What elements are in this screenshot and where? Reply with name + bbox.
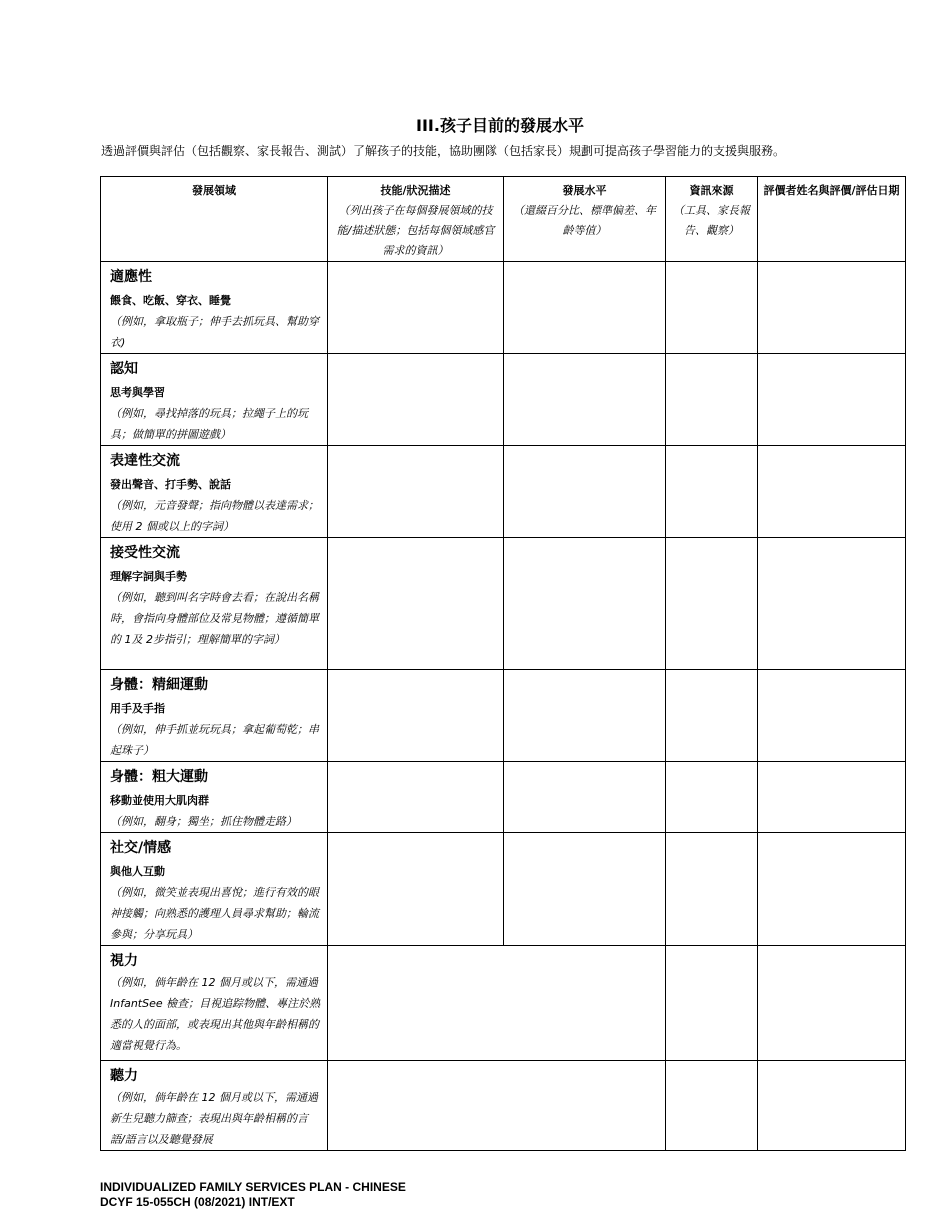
evaluator-input-cell[interactable] (758, 1061, 906, 1151)
footer-form-title: INDIVIDUALIZED FAMILY SERVICES PLAN - CHINESE (100, 1180, 406, 1194)
table-row (101, 762, 906, 833)
header-source: 資訊來源 （工具、家長報告、觀察） (666, 177, 758, 262)
skills-input-cell[interactable] (328, 538, 504, 670)
header-domain: 發展領域 (101, 177, 328, 262)
header-skills: 技能/狀況描述 （列出孩子在每個發展領域的技能/描述狀態；包括每個領域感官需求的資訊） (328, 177, 504, 262)
skills-level-input-cell[interactable] (328, 1061, 666, 1151)
domain-cell-cognitive: 認知 思考與學習 （例如，尋找掉落的玩具；拉繩子上的玩具；做簡單的拼圖遊戲） (101, 354, 328, 446)
level-input-cell[interactable] (504, 262, 666, 354)
level-input-cell[interactable] (504, 446, 666, 538)
table-row (101, 262, 906, 354)
source-input-cell[interactable] (666, 446, 758, 538)
evaluator-input-cell[interactable] (758, 946, 906, 1061)
source-input-cell[interactable] (666, 670, 758, 762)
skills-level-input-cell[interactable] (328, 946, 666, 1061)
table-row (101, 833, 906, 946)
header-evaluator: 評價者姓名與評價/評估日期 (758, 177, 906, 262)
evaluator-input-cell[interactable] (758, 354, 906, 446)
footer (100, 1180, 406, 1210)
skills-input-cell[interactable] (328, 762, 504, 833)
skills-input-cell[interactable] (328, 833, 504, 946)
skills-input-cell[interactable] (328, 670, 504, 762)
evaluator-input-cell[interactable] (758, 446, 906, 538)
evaluator-input-cell[interactable] (758, 262, 906, 354)
domain-cell-social-emotional: 社交/情感 與他人互動 （例如，微笑並表現出喜悅；進行有效的眼神接觸；向熟悉的護理人員尋求幫助；輪流參與；分享玩具） (101, 833, 328, 946)
page-title: III.孩子目前的發展水平 (416, 116, 584, 135)
table-row (101, 354, 906, 446)
skills-input-cell[interactable] (328, 262, 504, 354)
level-input-cell[interactable] (504, 833, 666, 946)
source-input-cell[interactable] (666, 354, 758, 446)
domain-cell-hearing: 聽力 （例如，倘年齡在 12 個月或以下，需通過新生兒聽力篩查；表現出與年齡相稱的言語/語言以及聽覺發展 (101, 1061, 328, 1151)
table-row (101, 1061, 906, 1151)
development-table (100, 176, 906, 1151)
table-row (101, 446, 906, 538)
header-level: 發展水平 （還綴百分比、標準偏差、年齡等值） (504, 177, 666, 262)
domain-cell-gross-motor: 身體：粗大運動 移動並使用大肌肉群 （例如，翻身；獨坐；抓住物體走路） (101, 762, 328, 833)
domain-cell-adaptive: 適應性 餵食、吃飯、穿衣、睡覺 （例如，拿取瓶子；伸手去抓玩具、幫助穿衣) (101, 262, 328, 354)
source-input-cell[interactable] (666, 762, 758, 833)
level-input-cell[interactable] (504, 538, 666, 670)
evaluator-input-cell[interactable] (758, 762, 906, 833)
footer-form-code: DCYF 15-055CH (08/2021) INT/EXT (100, 1195, 295, 1209)
page-intro: 透過評價與評估（包括觀察、家長報告、測試）了解孩子的技能，協助團隊（包括家長）規劃可提高孩子學習能力的支援與服務。 (101, 144, 786, 158)
level-input-cell[interactable] (504, 354, 666, 446)
level-input-cell[interactable] (504, 762, 666, 833)
skills-input-cell[interactable] (328, 446, 504, 538)
domain-cell-expressive-communication: 表達性交流 發出聲音、打手勢、說話 （例如，元音發聲；指向物體以表達需求；使用 2 個或以上的字詞） (101, 446, 328, 538)
evaluator-input-cell[interactable] (758, 670, 906, 762)
skills-input-cell[interactable] (328, 354, 504, 446)
table-row (101, 538, 906, 670)
table-row (101, 670, 906, 762)
evaluator-input-cell[interactable] (758, 538, 906, 670)
level-input-cell[interactable] (504, 670, 666, 762)
evaluator-input-cell[interactable] (758, 833, 906, 946)
table-row (101, 946, 906, 1061)
source-input-cell[interactable] (666, 262, 758, 354)
source-input-cell[interactable] (666, 833, 758, 946)
source-input-cell[interactable] (666, 1061, 758, 1151)
domain-cell-vision: 視力 （例如，倘年齡在 12 個月或以下，需通過 InfantSee 檢查；目視追踪物體、專注於熟悉的人的面部，或表現出其他與年齡相稱的適當視覺行為。 (101, 946, 328, 1061)
domain-cell-fine-motor: 身體：精細運動 用手及手指 （例如，伸手抓並玩玩具；拿起葡萄乾；串起珠子） (101, 670, 328, 762)
header-row (101, 177, 906, 262)
source-input-cell[interactable] (666, 538, 758, 670)
source-input-cell[interactable] (666, 946, 758, 1061)
domain-cell-receptive-communication: 接受性交流 理解字詞與手勢 （例如，聽到叫名字時會去看；在說出名稱時，會指向身體部位及常見物體；遵循簡單的 1及 2步指引；理解簡單的字詞） (101, 538, 328, 670)
